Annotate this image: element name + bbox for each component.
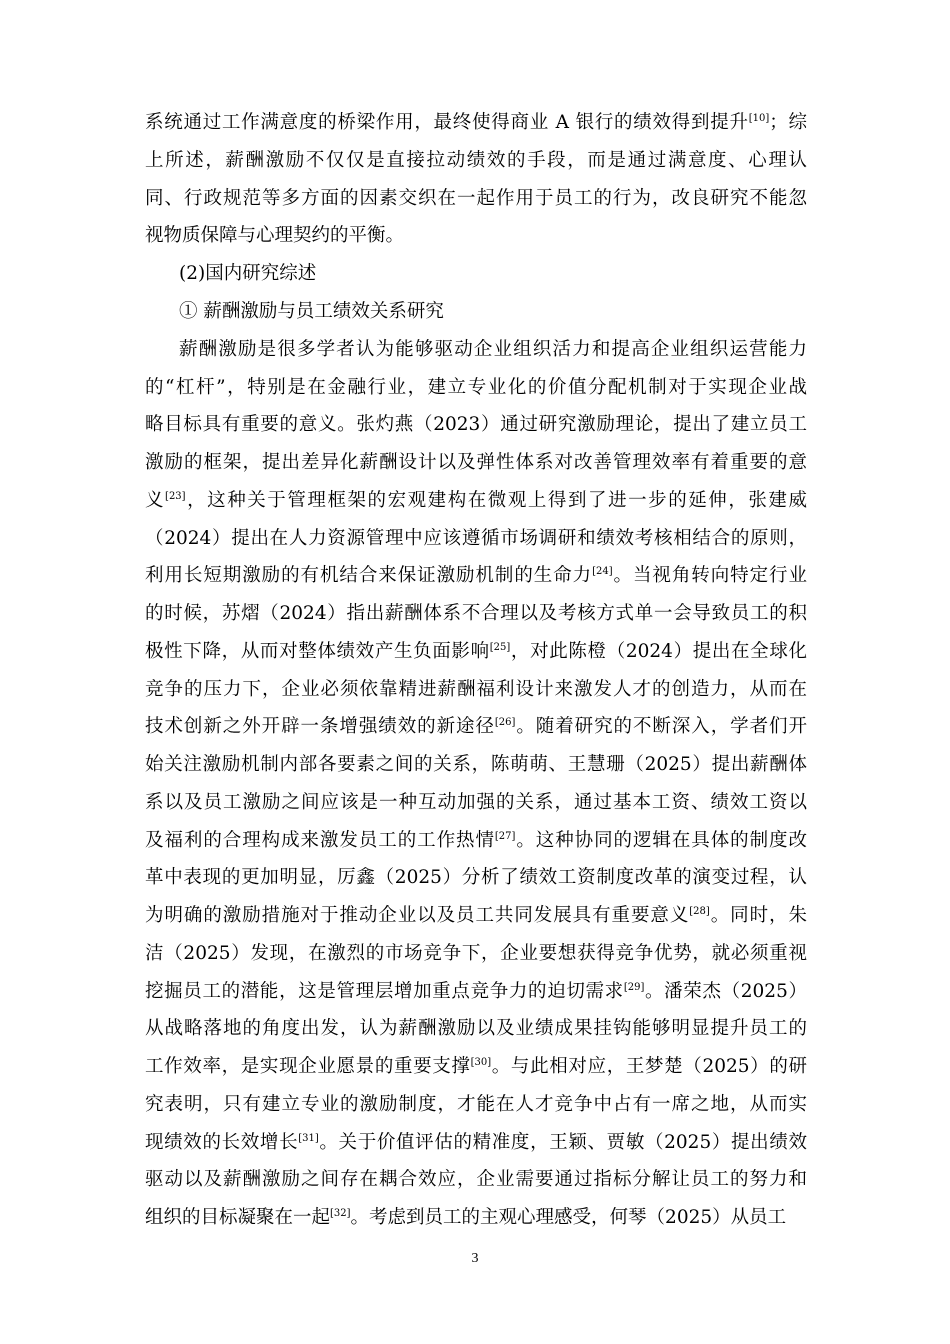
text-line: 技术创新之外开辟一条增强绩效的新途径[26]。随着研究的不断深入，学者们开 [145,716,807,737]
subsection-heading: ① 薪酬激励与员工绩效关系研究 [179,301,444,322]
text-line: 系统通过工作满意度的桥梁作用，最终使得商业 A 银行的绩效得到提升[10]；综 [145,112,807,133]
text-line: 现绩效的长效增长[31]。关于价值评估的精准度，王颖、贾敏（2025）提出绩效 [145,1132,807,1153]
text-line: 系以及员工激励之间应该是一种互动加强的关系，通过基本工资、绩效工资以 [145,792,807,813]
text-line: 挖掘员工的潜能，这是管理层增加重点竞争力的迫切需求[29]。潘荣杰（2025） [145,981,807,1002]
text-line: 始关注激励机制内部各要素之间的关系，陈萌萌、王慧珊（2025）提出薪酬体 [145,754,807,775]
text-line: 驱动以及薪酬激励之间存在耦合效应，企业需要通过指标分解让员工的努力和 [145,1169,807,1190]
text-line: 洁（2025）发现，在激烈的市场竞争下，企业要想获得竞争优势，就必须重视 [145,943,807,964]
text-line: 薪酬激励是很多学者认为能够驱动企业组织活力和提高企业组织运营能力 [179,339,807,360]
text-line: 从战略落地的角度出发，认为薪酬激励以及业绩成果挂钩能够明显提升员工的 [145,1018,807,1039]
text-line: 为明确的激励措施对于推动企业以及员工共同发展具有重要意义[28]。同时，朱 [145,905,807,926]
text-line: 义[23]，这种关于管理框架的宏观建构在微观上得到了进一步的延伸，张建威 [145,490,807,511]
text-line: 利用长短期激励的有机结合来保证激励机制的生命力[24]。当视角转向特定行业 [145,565,807,586]
text-line: 及福利的合理构成来激发员工的工作热情[27]。这种协同的逻辑在具体的制度改 [145,830,807,851]
text-line: 工作效率，是实现企业愿景的重要支撑[30]。与此相对应，王梦楚（2025）的研 [145,1056,807,1077]
text-line: 的“杠杆”，特别是在金融行业，建立专业化的价值分配机制对于实现企业战 [145,377,807,398]
text-line: 视物质保障与心理契约的平衡。 [145,225,405,246]
text-line: （2024）提出在人力资源管理中应该遵循市场调研和绩效考核相结合的原则， [145,528,807,549]
text-line: 组织的目标凝聚在一起[32]。考虑到员工的主观心理感受，何琴（2025）从员工 [145,1207,787,1228]
section-heading: (2)国内研究综述 [179,263,317,284]
text-line: 竞争的压力下，企业必须依靠精进薪酬福利设计来激发人才的创造力，从而在 [145,679,807,700]
page-number: 3 [471,1251,479,1266]
text-line: 激励的框架，提出差异化薪酬设计以及弹性体系对改善管理效率有着重要的意 [145,452,807,473]
text-line: 究表明，只有建立专业的激励制度，才能在人才竞争中占有一席之地，从而实 [145,1094,807,1115]
text-line: 极性下降，从而对整体绩效产生负面影响[25]，对此陈橙（2024）提出在全球化 [145,641,807,662]
text-line: 同、行政规范等多方面的因素交织在一起作用于员工的行为，改良研究不能忽 [145,188,807,209]
text-line: 略目标具有重要的意义。张灼燕（2023）通过研究激励理论，提出了建立员工 [145,414,807,435]
text-line: 上所述，薪酬激励不仅仅是直接拉动绩效的手段，而是通过满意度、心理认 [145,150,807,171]
text-line: 的时候，苏熠（2024）指出薪酬体系不合理以及考核方式单一会导致员工的积 [145,603,807,624]
text-line: 革中表现的更加明显，厉鑫（2025）分析了绩效工资制度改革的演变过程，认 [145,867,807,888]
